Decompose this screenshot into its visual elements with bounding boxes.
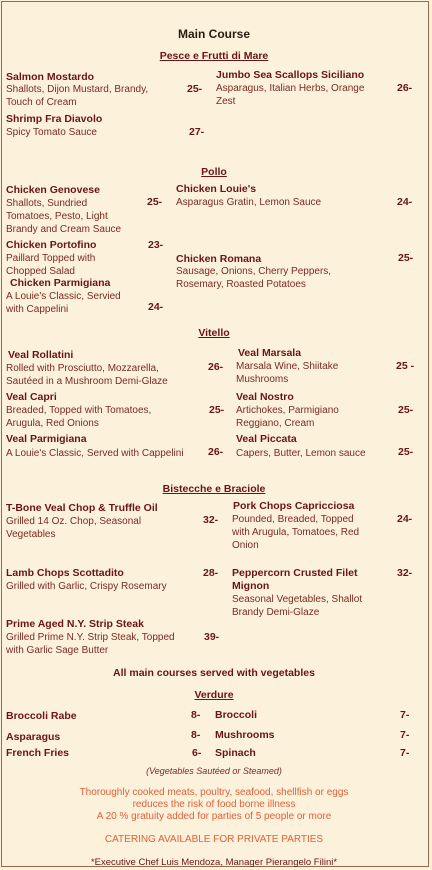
section-pollo: Pollo <box>201 166 227 178</box>
item-capri-price: 25- <box>209 404 225 416</box>
item-genovese-desc: Tomatoes, Pesto, Light <box>6 211 108 222</box>
item-mushrooms-name: Mushrooms <box>215 729 275 741</box>
item-veal-parmigiana-desc: A Louie's Classic, Served with Cappelini <box>6 448 184 459</box>
item-portofino-desc: Chopped Salad <box>6 266 75 277</box>
item-asparagus-name: Asparagus <box>6 731 61 743</box>
section-pesce: Pesce e Frutti di Mare <box>159 50 269 62</box>
item-marsala-desc: Mushrooms <box>236 374 289 385</box>
item-nostro-price: 25- <box>398 404 414 416</box>
item-nostro-name: Veal Nostro <box>236 391 294 403</box>
item-broccoli-name: Broccoli <box>215 709 258 721</box>
item-portofino-price: 23- <box>148 239 164 251</box>
item-mushrooms-price: 7- <box>400 729 410 741</box>
item-piccata-desc: Capers, Butter, Lemon sauce <box>236 448 366 459</box>
item-strip-desc: Grilled Prime N.Y. Strip Steak, Topped <box>6 632 175 643</box>
item-genovese-desc: Shallots, Sundried <box>6 198 88 209</box>
item-romana-desc: Sausage, Onions, Cherry Peppers, <box>176 266 332 277</box>
item-salmon-name: Salmon Mostardo <box>6 71 95 83</box>
item-marsala-desc: Marsala Wine, Shiitake <box>236 361 339 372</box>
item-louies-desc: Asparagus Gratin, Lemon Sauce <box>176 197 322 208</box>
item-fries-price: 6- <box>192 747 202 759</box>
item-salmon-price: 25- <box>187 83 203 95</box>
item-shrimp-name: Shrimp Fra Diavolo <box>6 113 103 125</box>
item-romana-desc: Rosemary, Roasted Potatoes <box>176 279 306 290</box>
item-chicken-parmigiana-name: Chicken Parmigiana <box>10 277 111 289</box>
item-marsala-name: Veal Marsala <box>238 347 302 359</box>
item-veal-parmigiana-price: 26- <box>208 446 224 458</box>
item-porkchops-price: 24- <box>397 513 413 525</box>
item-marsala-price: 25 - <box>396 360 415 372</box>
item-scallops-name: Jumbo Sea Scallops Siciliano <box>216 69 365 81</box>
item-strip-name: Prime Aged N.Y. Strip Steak <box>6 618 144 630</box>
item-chicken-parmigiana-desc: A Louie's Classic, Servied <box>6 291 121 302</box>
item-porkchops-desc: Onion <box>232 540 259 551</box>
item-broccoli-price: 7- <box>400 709 410 721</box>
item-portofino-desc: Paillard Topped with <box>6 253 96 264</box>
section-vitello: Vitello <box>198 327 230 339</box>
item-rollatini-price: 26- <box>208 361 224 373</box>
item-fries-name: French Fries <box>6 747 70 759</box>
item-salmon-desc: Shallots, Dijon Mustard, Brandy, <box>6 84 149 95</box>
served-note: All main courses served with vegetables <box>113 667 315 679</box>
item-rollatini-desc: Sautéed in a Mushroom Demi-Glaze <box>6 376 168 387</box>
item-salmon-desc: Touch of Cream <box>6 97 77 108</box>
food-warning: reduces the risk of food borne illness <box>132 799 296 810</box>
item-filet-price: 32- <box>397 567 413 579</box>
item-filet-desc: Seasonal Vegetables, Shallot <box>232 594 363 605</box>
item-lamb-price: 28- <box>203 567 219 579</box>
chef-credit: *Executive Chef Luis Mendoza, Manager Pierangelo Filini* <box>90 857 338 868</box>
item-filet-desc: Brandy Demi-Glaze <box>232 607 320 618</box>
item-piccata-price: 25- <box>398 446 414 458</box>
item-tbone-desc: Grilled 14 Oz. Chop, Seasonal <box>6 516 142 527</box>
item-louies-price: 24- <box>397 196 413 208</box>
item-filet-name: Mignon <box>232 580 270 592</box>
item-rollatini-name: Veal Rollatini <box>8 349 74 361</box>
item-filet-name: Peppercorn Crusted Filet <box>232 567 358 579</box>
item-spinach-price: 7- <box>400 747 410 759</box>
item-porkchops-desc: Pounded, Breaded, Topped <box>232 514 354 525</box>
item-piccata-name: Veal Piccata <box>236 433 297 445</box>
item-scallops-price: 26- <box>397 82 413 94</box>
item-broccoli-rabe-name: Broccoli Rabe <box>6 710 77 722</box>
item-strip-desc: with Garlic Sage Butter <box>6 645 109 656</box>
item-romana-name: Chicken Romana <box>176 253 262 265</box>
item-broccoli-rabe-price: 8- <box>191 709 201 721</box>
item-capri-name: Veal Capri <box>6 391 57 403</box>
item-strip-price: 39- <box>204 631 220 643</box>
catering-note: CATERING AVAILABLE FOR PRIVATE PARTIES <box>104 834 324 845</box>
item-genovese-price: 25- <box>147 196 163 208</box>
item-capri-desc: Arugula, Red Onions <box>6 418 99 429</box>
veg-note: (Vegetables Sautéed or Steamed) <box>146 766 282 776</box>
item-tbone-desc: Vegetables <box>6 529 56 540</box>
item-portofino-name: Chicken Portofino <box>6 239 97 251</box>
item-tbone-name: T-Bone Veal Chop & Truffle Oil <box>6 502 158 514</box>
item-lamb-name: Lamb Chops Scottadito <box>6 567 124 579</box>
item-spinach-name: Spinach <box>215 747 256 759</box>
item-scallops-desc: Asparagus, Italian Herbs, Orange <box>216 83 365 94</box>
item-louies-name: Chicken Louie's <box>176 183 257 195</box>
item-genovese-desc: Brandy and Cream Sauce <box>6 224 122 235</box>
item-scallops-desc: Zest <box>216 96 236 107</box>
item-asparagus-price: 8- <box>191 729 201 741</box>
item-capri-desc: Breaded, Topped with Tomatoes, <box>6 405 152 416</box>
item-porkchops-desc: with Arugula, Tomatoes, Red <box>232 527 360 538</box>
item-shrimp-price: 27- <box>189 126 205 138</box>
gratuity-note: A 20 % gratuity added for parties of 5 people or more <box>96 811 332 822</box>
item-porkchops-name: Pork Chops Capricciosa <box>233 500 355 512</box>
item-lamb-desc: Grilled with Garlic, Crispy Rosemary <box>6 581 167 592</box>
section-bistecche: Bistecche e Braciole <box>162 483 266 495</box>
page-title: Main Course <box>177 27 250 41</box>
item-chicken-parmigiana-price: 24- <box>148 301 164 313</box>
item-genovese-name: Chicken Genovese <box>6 184 100 196</box>
item-nostro-desc: Reggiano, Cream <box>236 418 315 429</box>
food-warning: Thoroughly cooked meats, poultry, seafood, shellfish or eggs <box>79 787 349 798</box>
item-romana-price: 25- <box>398 252 414 264</box>
section-verdure: Verdure <box>194 689 234 701</box>
item-rollatini-desc: Rolled with Prosciutto, Mozzarella, <box>6 363 159 374</box>
item-veal-parmigiana-name: Veal Parmigiana <box>6 433 87 445</box>
item-tbone-price: 32- <box>203 514 219 526</box>
item-shrimp-desc: Spicy Tomato Sauce <box>6 127 97 138</box>
item-chicken-parmigiana-desc: with Cappelini <box>6 304 69 315</box>
item-nostro-desc: Artichokes, Parmigiano <box>236 405 339 416</box>
